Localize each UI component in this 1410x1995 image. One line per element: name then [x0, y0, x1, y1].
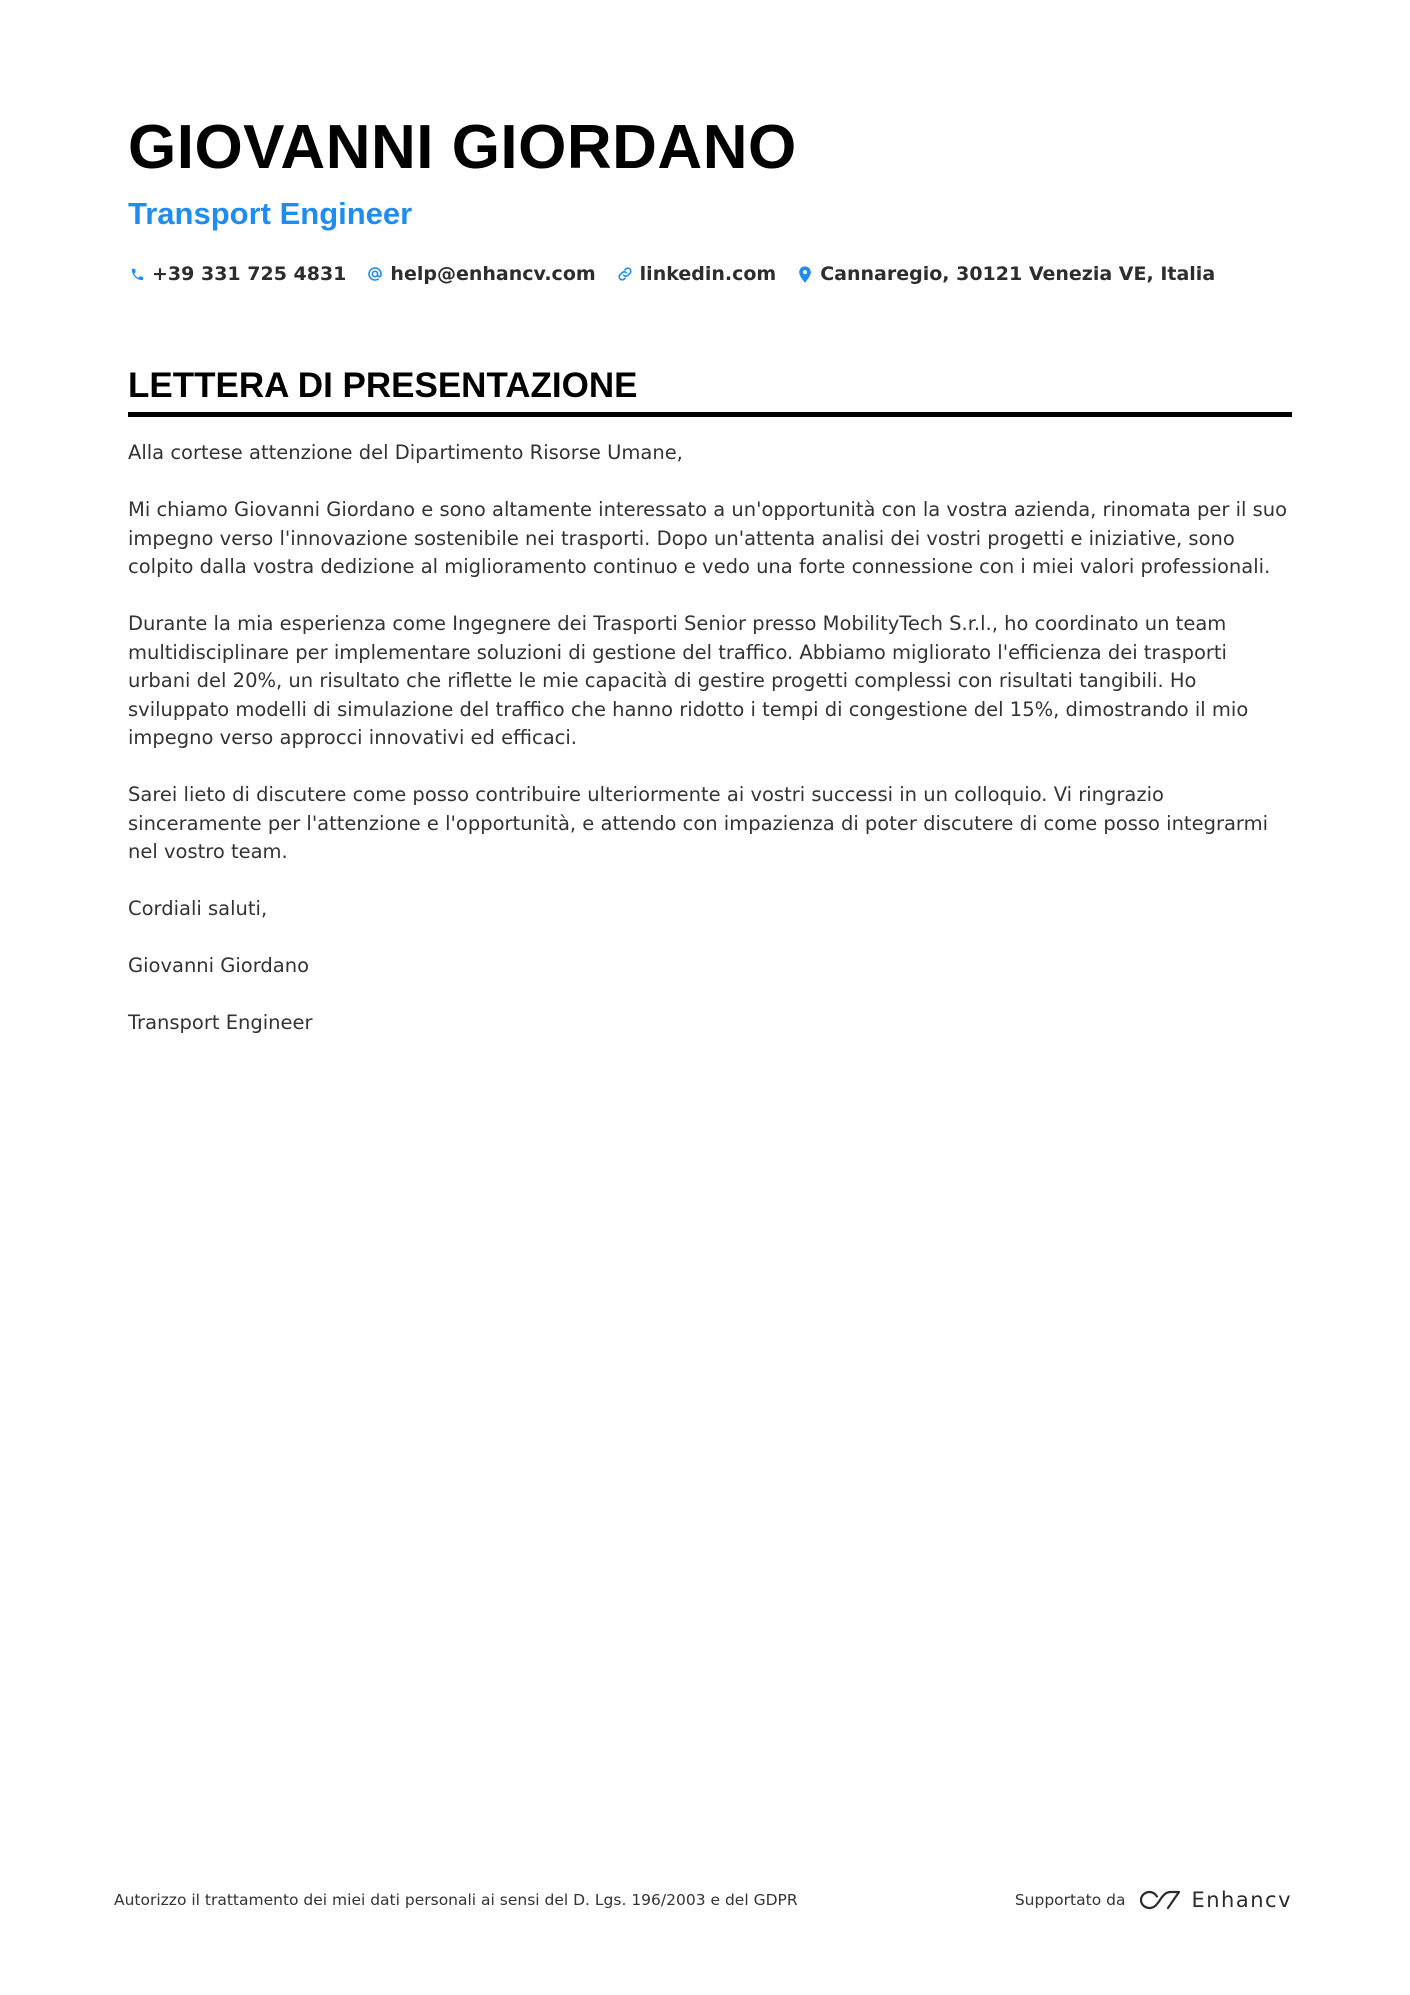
letter-closing: Cordiali saluti, — [128, 897, 268, 920]
contact-linkedin-text[interactable]: linkedin.com — [639, 263, 777, 285]
contact-location-text: Cannaregio, 30121 Venezia VE, Italia — [820, 263, 1216, 285]
section-title: LETTERA DI PRESENTAZIONE — [128, 364, 1292, 417]
contact-linkedin[interactable] — [616, 263, 777, 285]
powered-by — [1015, 1888, 1292, 1912]
location-pin-icon — [796, 265, 814, 283]
letter-paragraph: Sarei lieto di discutere come posso contribuire ulteriormente ai vostri successi in un colloquio. Vi ringrazio sinceramente per l'attenzione e l'opportunità, e attendo con impazienza di poter discutere di come posso integrarmi nel vostro team. — [128, 783, 1269, 863]
phone-icon — [128, 265, 146, 283]
contact-email-text[interactable]: help@enhancv.com — [390, 263, 596, 285]
brand-name: Enhancv — [1191, 1888, 1292, 1912]
applicant-role: Transport Engineer — [128, 196, 413, 231]
letter-paragraph: Durante la mia esperienza come Ingegnere dei Trasporti Senior presso MobilityTech S.r.l., ho coordinato un team multidisciplinare per implementare soluzioni di gestione del traffico. Abbiamo migliorato l'efficienza dei trasporti urbani del 20%, un risultato che riflette le mie capacità di gestire progetti complessi con risultati tangibili. Ho sviluppato modelli di simulazione del traffico che hanno ridotto i tempi di congestione del 15%, dimostrando il mio impegno verso approcci innovativi ed efficaci. — [128, 612, 1249, 749]
letter-body — [128, 439, 1292, 1038]
letter-salutation: Alla cortese attenzione del Dipartimento Risorse Umane, — [128, 441, 683, 464]
signature-name: Giovanni Giordano — [128, 954, 310, 977]
applicant-name: GIOVANNI GIORDANO — [128, 113, 797, 182]
enhancv-logo-icon — [1137, 1888, 1183, 1912]
page-footer — [114, 1888, 1292, 1912]
contact-bar — [128, 260, 1292, 288]
link-icon — [616, 265, 634, 283]
contact-email[interactable] — [366, 263, 595, 285]
at-icon — [366, 265, 384, 283]
contact-phone — [128, 263, 346, 285]
cover-letter-page — [128, 110, 1292, 1066]
contact-location — [796, 263, 1215, 285]
privacy-consent: Autorizzo il trattamento dei miei dati personali ai sensi del D. Lgs. 196/2003 e del GDPR — [114, 1891, 798, 1909]
signature-title: Transport Engineer — [128, 1011, 313, 1034]
powered-by-label: Supportato da — [1014, 1891, 1126, 1909]
contact-phone-text: +39 331 725 4831 — [152, 263, 347, 285]
letter-paragraph: Mi chiamo Giovanni Giordano e sono altamente interessato a un'opportunità con la vostra azienda, rinomata per il suo impegno verso l'innovazione sostenibile nei trasporti. Dopo un'attenta analisi dei vostri progetti e iniziative, sono colpito dalla vostra dedizione al miglioramento continuo e vedo una forte connessione con i miei valori professionali. — [128, 498, 1288, 578]
